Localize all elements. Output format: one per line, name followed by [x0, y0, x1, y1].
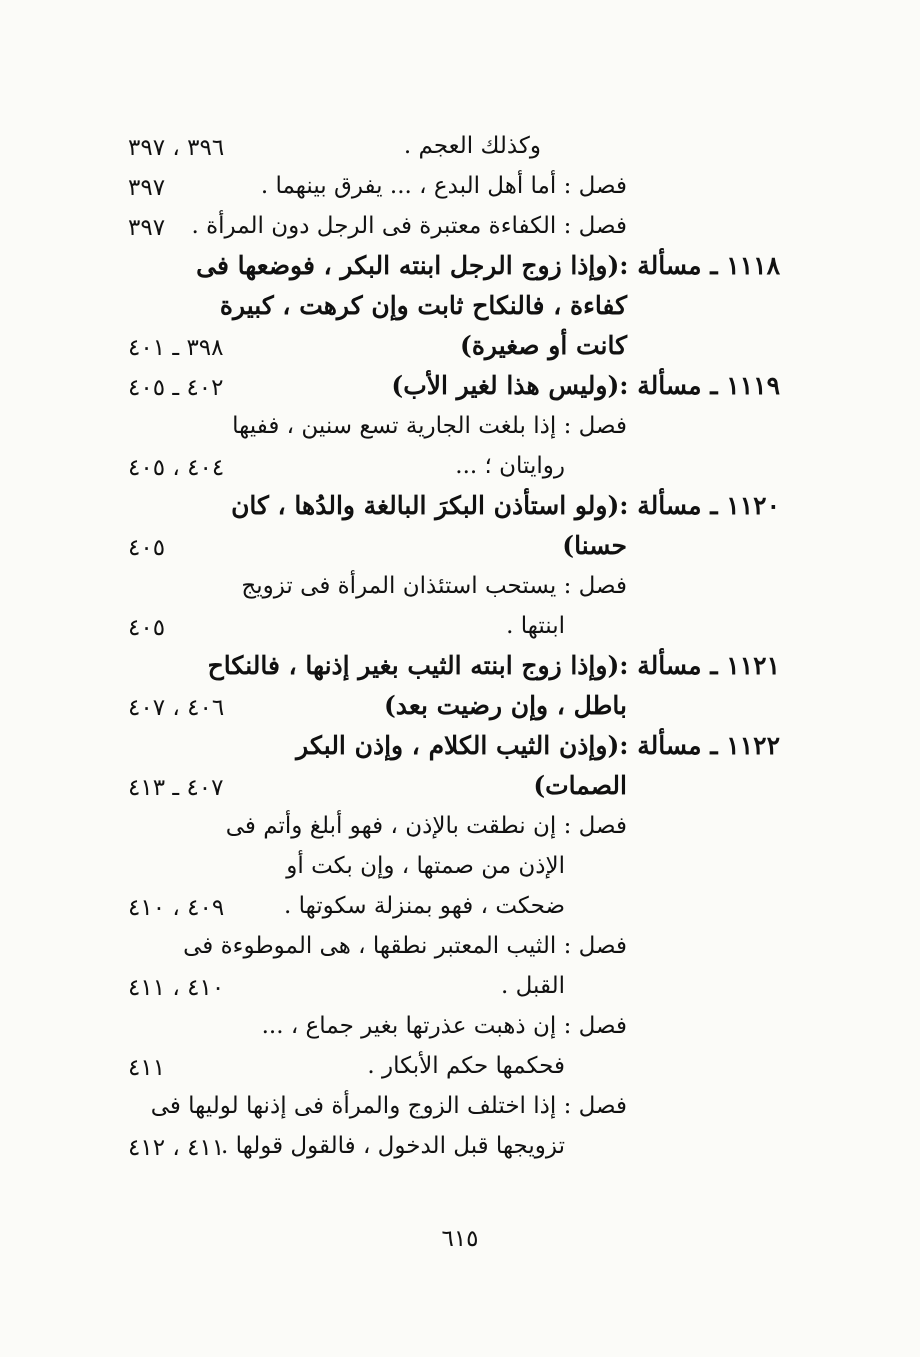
page-reference: ٣٩٨ ـ ٤٠١ [128, 335, 224, 361]
entry-text: باطل ، وإن رضيت بعد) [383, 691, 627, 720]
page-reference: ٤٠٩ ، ٤١٠ [128, 895, 225, 921]
page-reference: ٤١١ [128, 1055, 166, 1081]
page-reference: ٣٩٧ [128, 175, 166, 201]
entry-text: ١١٢١ ـ مسألة :(وإذا زوج ابنته الثيب بغير إذنها ، فالنكاح [207, 651, 780, 680]
page-reference: ٤٠٥ [128, 535, 166, 561]
entry-text: القبل . [500, 973, 565, 999]
entry-text: روايتان ؛ ... [455, 453, 565, 479]
page-reference: ٤٠٦ ، ٤٠٧ [128, 695, 225, 721]
page-reference: ٣٩٦ ، ٣٩٧ [128, 135, 225, 161]
entry-text: ١١٢٠ ـ مسألة :(ولو استأذن البكرَ البالغة والدُها ، كان [231, 491, 780, 520]
entry-text: فصل : إن نطقت بالإذن ، فهو أبلغ وأتم فى [225, 813, 627, 839]
entry-text: فصل : إن ذهبت عذرتها بغير جماع ، ... [261, 1013, 627, 1039]
entry-text: وكذلك العجم . [403, 133, 541, 159]
entry-text: فحكمها حكم الأبكار . [367, 1053, 565, 1079]
entry-text: ١١١٨ ـ مسألة :(وإذا زوج الرجل ابنته البكر ، فوضعها فى [196, 251, 780, 280]
page-reference: ٤٠٤ ، ٤٠٥ [128, 455, 225, 481]
entry-text: فصل : الثيب المعتبر نطقها ، هى الموطوءة فى [183, 933, 627, 959]
entry-text: فصل : الكفاءة معتبرة فى الرجل دون المرأة . [191, 213, 627, 239]
entry-text: فصل : إذا بلغت الجارية تسع سنين ، ففيها [232, 413, 627, 439]
page-reference: ٤١١ ، ٤١٢ [128, 1135, 225, 1161]
page-reference: ٤٠٥ [128, 615, 166, 641]
entry-text: تزويجها قبل الدخول ، فالقول قولها . [220, 1133, 565, 1159]
entry-text: الصمات) [533, 771, 627, 800]
entry-text: فصل : أما أهل البدع ، ... يفرق بينهما . [260, 173, 627, 199]
page-reference: ٣٩٧ [128, 215, 166, 241]
entry-text: كفاءة ، فالنكاح ثابت وإن كرهت ، كبيرة [219, 291, 627, 320]
entry-text: ضحكت ، فهو بمنزلة سكوتها . [284, 893, 565, 919]
page-reference: ٤٠٧ ـ ٤١٣ [128, 775, 224, 801]
entry-text: ١١١٩ ـ مسألة :(وليس هذا لغير الأب) [391, 371, 780, 400]
page-reference: ٤١٠ ، ٤١١ [128, 975, 225, 1001]
entry-text: كانت أو صغيرة) [459, 331, 627, 360]
entry-text: فصل : يستحب استئذان المرأة فى تزويج [241, 573, 627, 599]
entry-text: ابنتها . [506, 613, 565, 639]
entry-text: فصل : إذا اختلف الزوج والمرأة فى إذنها لوليها فى [150, 1093, 627, 1119]
entry-text: حسنا) [562, 531, 627, 560]
entry-text: ١١٢٢ ـ مسألة :(وإذن الثيب الكلام ، وإذن البكر [296, 731, 780, 760]
page-number: ٦١٥ [441, 1226, 479, 1252]
page-reference: ٤٠٢ ـ ٤٠٥ [128, 375, 224, 401]
entry-text: الإذن من صمتها ، وإن بكت أو [286, 853, 565, 879]
